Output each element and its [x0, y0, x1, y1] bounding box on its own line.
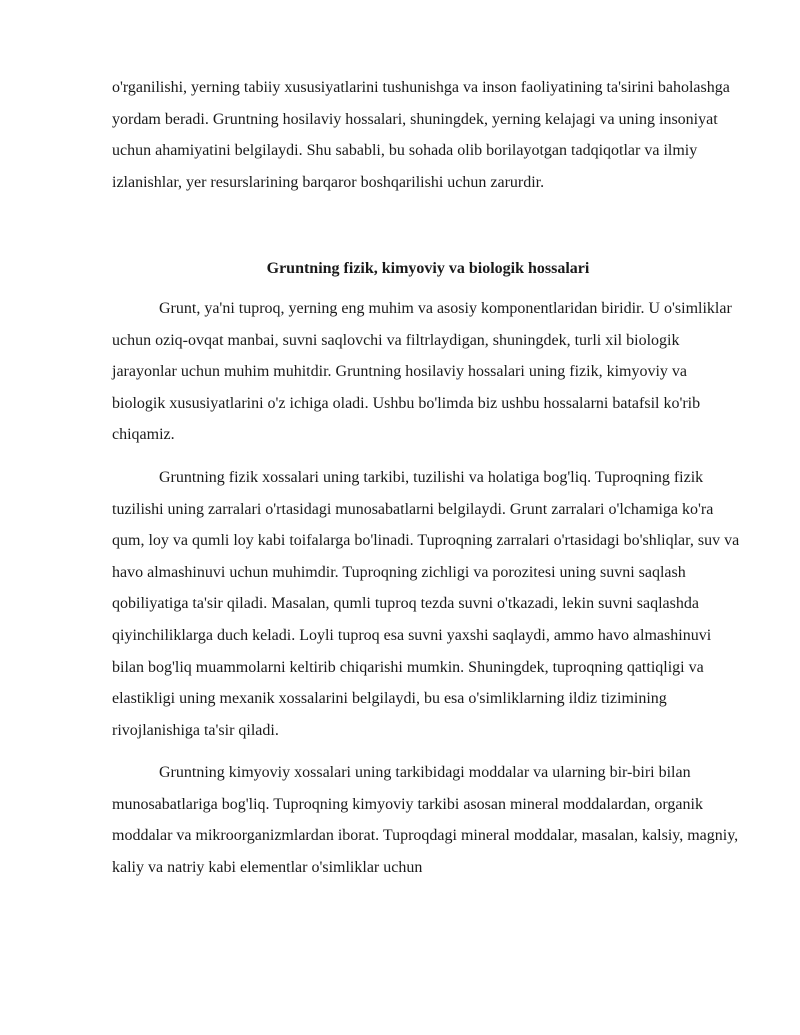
section-paragraph-chemical: Gruntning kimyoviy xossalari uning tarkibidagi moddalar va ularning bir-biri bilan munosabatlariga bog'liq. Tuproqning kimyoviy tarkibi asosan mineral moddalardan, organik moddalar va mikroorganizmlardan iborat. Tuproqdagi mineral moddalar, masalan, kalsiy, magniy, kaliy va natriy kabi elementlar o'simliklar uchun [112, 764, 739, 877]
section-paragraph-intro: Grunt, ya'ni tuproq, yerning eng muhim va asosiy komponentlaridan biridir. U o'simliklar uchun oziq-ovqat manbai, suvni saqlovchi va filtrlaydigan, shuningdek, turli xil biologik jarayonlar uchun muhim muhitdir. Gruntning hosilaviy hossalari uning fizik, kimyoviy va biologik xususiyatlarini o'z ichiga oladi. Ushbu bo'limda biz ushbu hossalarni batafsil ko'rib chiqamiz. [112, 299, 732, 444]
section-paragraph-physical: Gruntning fizik xossalari uning tarkibi, tuzilishi va holatiga bog'liq. Tuproqning fizik tuzilishi uning zarralari o'rtasidagi munosabatlarni belgilaydi. Grunt zarralari o'lchamiga ko'ra qum, loy va qumli loy kabi toifalarga bo'linadi. Tuproqning zarralari o'rtasidagi bo'shliqlar, suv va havo almashinuvi uchun muhimdir. Tuproqning zichligi va porozitesi uning suvni saqlash qobiliyatiga ta'sir qiladi. Masalan, qumli tuproq tezda suvni o'tkazadi, lekin suvni saqlashda qiyinchiliklarga duch keladi. Loyli tuproq esa suvni yaxshi saqlaydi, ammo havo almashinuvi bilan bog'liq muammolarni keltirib chiqarishi mumkin. Shuningdek, tuproqning qattiqligi va elastikligi uning mexanik xossalarini belgilaydi, bu esa o'simliklarning ildiz tizimining rivojlanishiga ta'sir qiladi. [112, 468, 740, 739]
continued-paragraph: o'rganilishi, yerning tabiiy xususiyatlarini tushunishga va inson faoliyatining ta'sirini baholashga yordam beradi. Gruntning hosilaviy hossalari, shuningdek, yerning kelajagi va uning insoniyat uchun ahamiyatini belgilaydi. Shu sababli, bu sohada olib borilayotgan tadqiqotlar va ilmiy izlanishlar, yer resurslarining barqaror boshqarilishi uchun zarurdir. [112, 79, 730, 191]
document-body [112, 72, 744, 895]
section-heading: Gruntning fizik, kimyoviy va biologik hossalari [266, 260, 590, 278]
